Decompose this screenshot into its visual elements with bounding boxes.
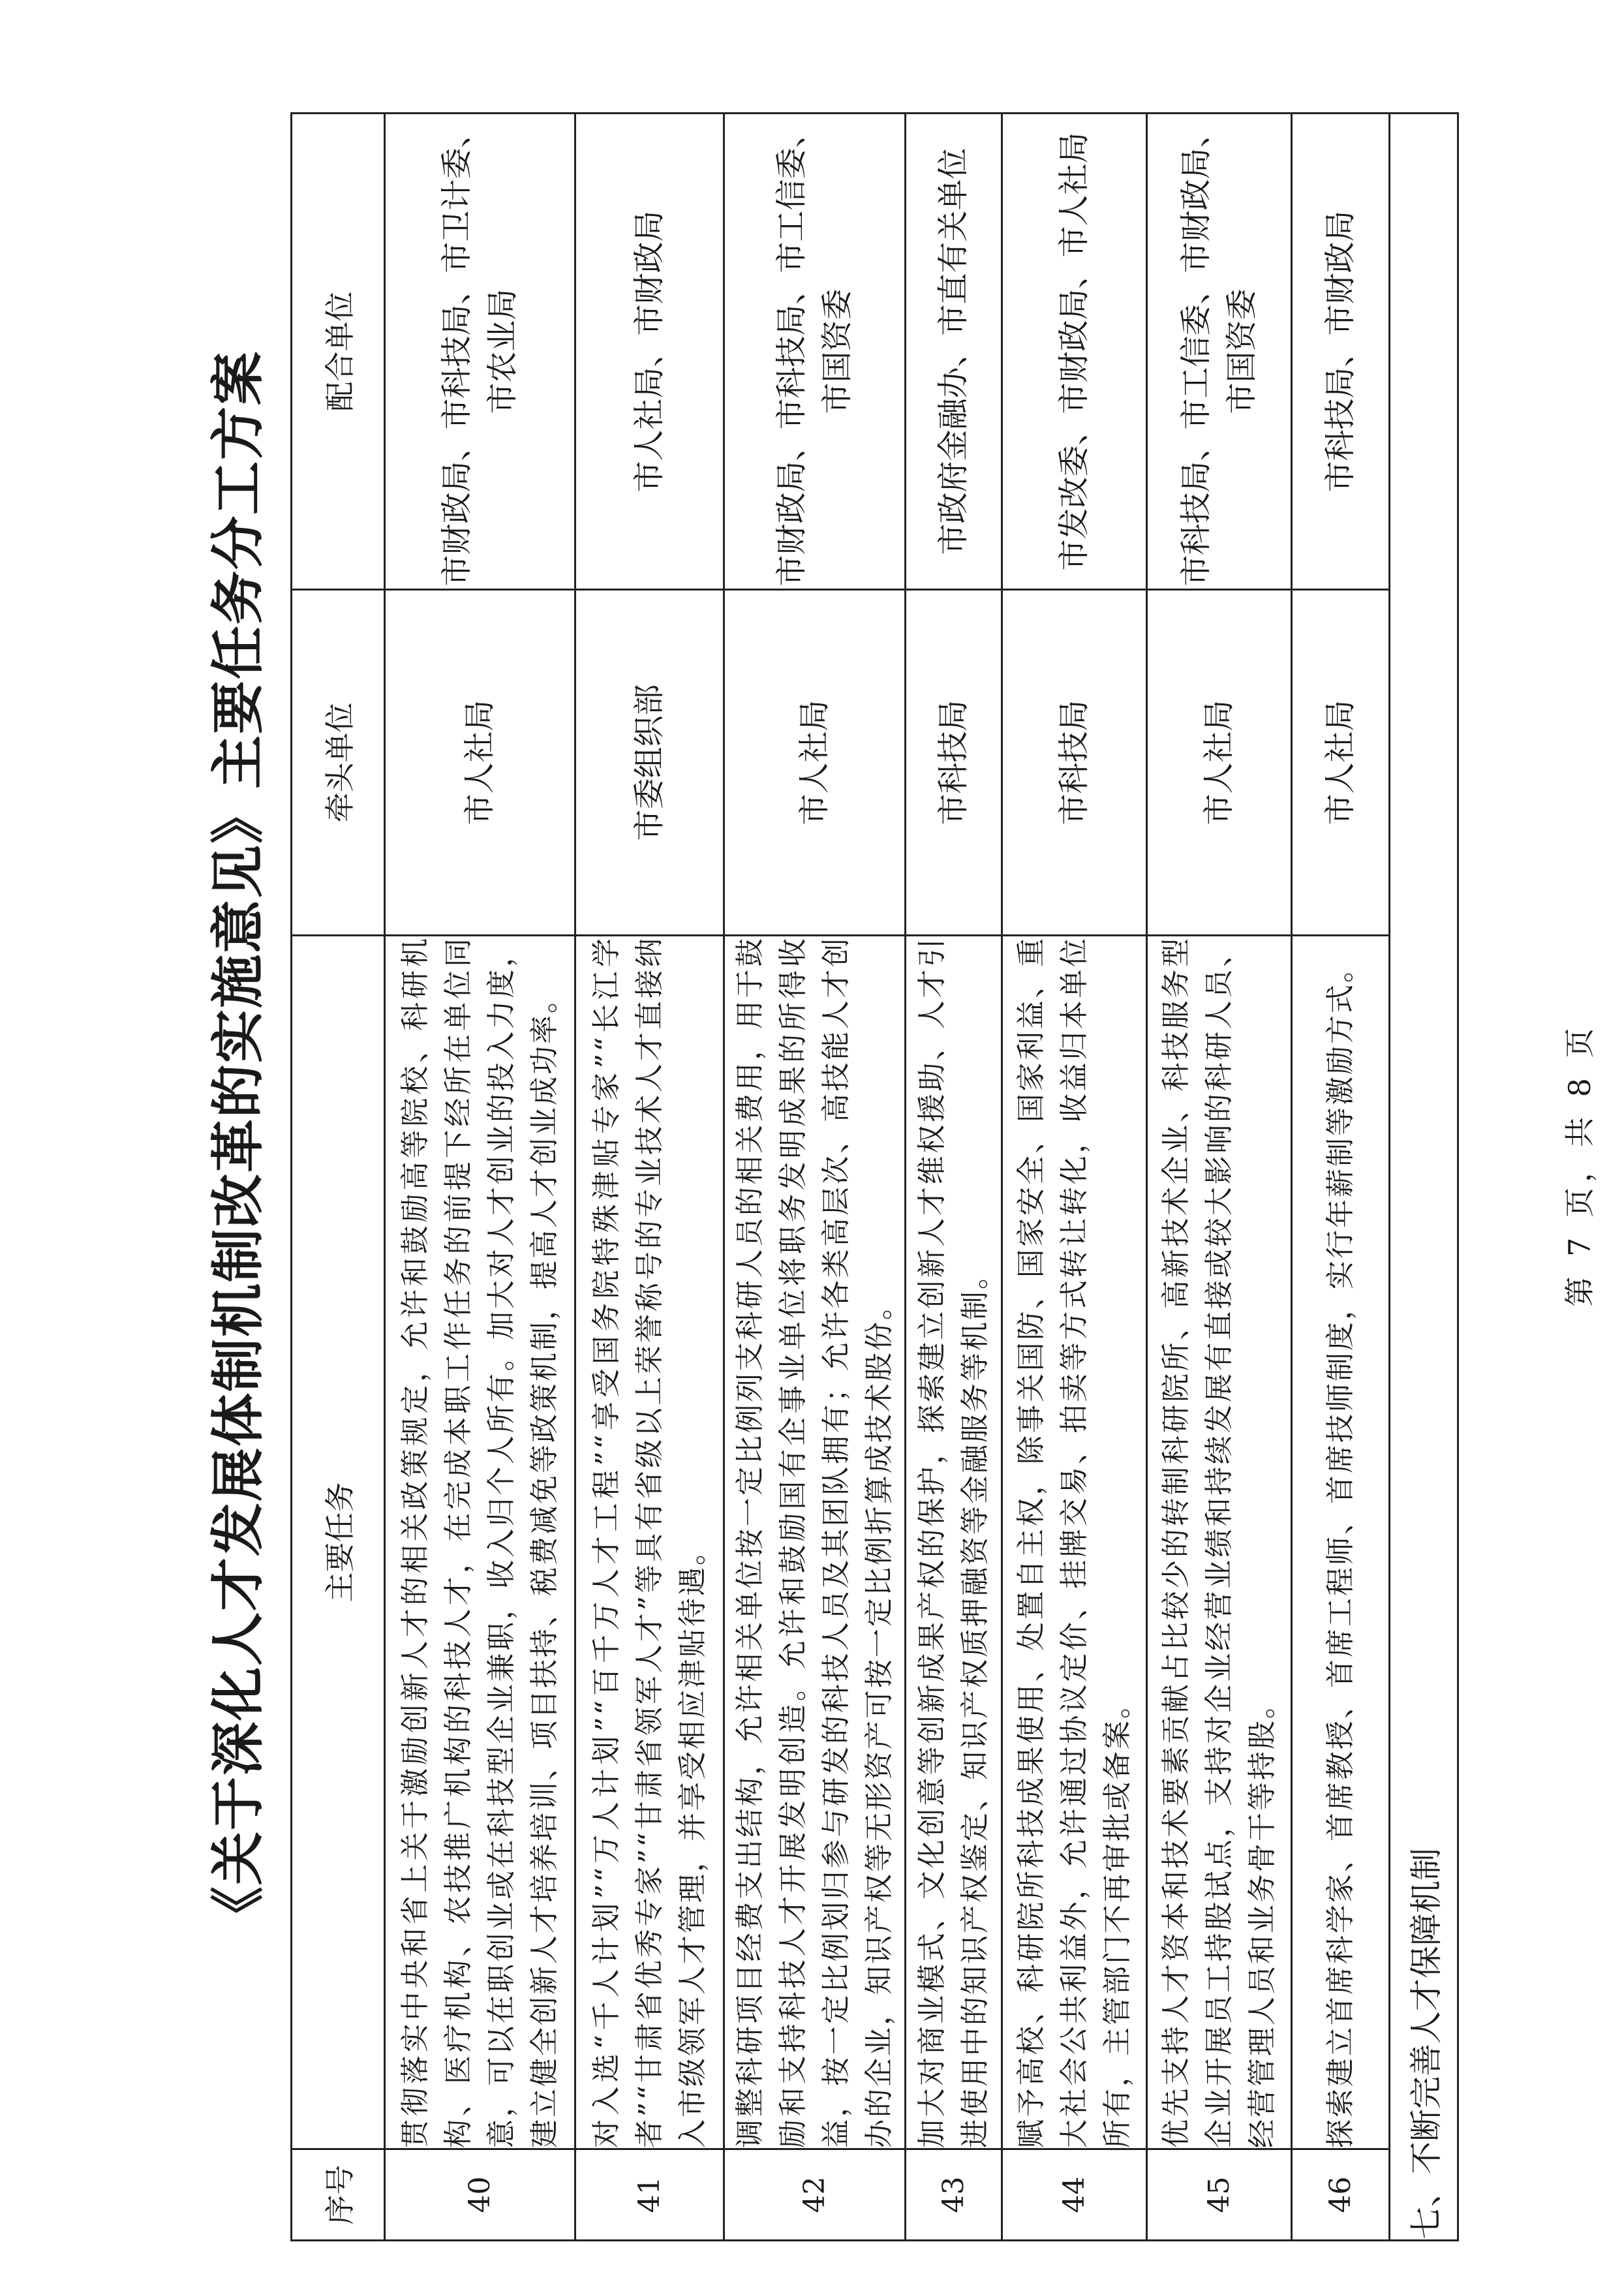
table-row — [1292, 114, 1390, 2241]
row-no: 40 — [385, 2149, 575, 2241]
row-coop: 市政府金融办、市直有关单位 — [906, 114, 1002, 590]
page-footer: 第 7 页，共 8 页 — [1562, 1022, 1597, 1307]
table-row — [906, 114, 1002, 2241]
row-lead: 市人社局 — [724, 590, 906, 936]
row-task: 赋予高校、科研院所科技成果使用、处置自主权，除事关国防、国家安全、国家利益、重大社会公共利益外，允许通过协议定价、挂牌交易、拍卖等方式转让转化，收益归本单位所有，主管部门不再审批或备案。 — [1002, 936, 1147, 2149]
header-task: 主要任务 — [292, 936, 385, 2149]
row-coop: 市财政局、市科技局、市卫计委、市农业局 — [385, 114, 575, 590]
row-task: 贯彻落实中央和省上关于激励创新人才的相关政策规定，允许和鼓励高等院校、科研机构、医疗机构、农技推广机构的科技人才，在完成本职工作任务的前提下经所在单位同意，可以在职创业或在科技型企业兼职，收入归个人所有。加大对人才创业的投入力度，建立健全创新人才培养培训、项目扶持、税费减免等政策机制，提高人才创业成功率。 — [385, 936, 575, 2149]
row-coop: 市发改委、市财政局、市人社局 — [1002, 114, 1147, 590]
row-task: 优先支持人才资本和技术要素贡献占比较少的转制科研院所、高新技术企业、科技服务型企业开展员工持股试点，支持对企业经营业绩和持续发展有直接或较大影响的科研人员、经营管理人员和业务骨干等持股。 — [1147, 936, 1292, 2149]
row-no: 43 — [906, 2149, 1002, 2241]
task-table — [290, 112, 1459, 2241]
table-row — [1147, 114, 1292, 2241]
row-task: 探索建立首席科学家、首席教授、首席工程师、首席技师制度，实行年薪制等激励方式。 — [1292, 936, 1390, 2149]
row-lead: 市科技局 — [906, 590, 1002, 936]
section-heading: 七、不断完善人才保障机制 — [1390, 114, 1458, 2241]
row-coop: 市科技局、市工信委、市财政局、市国资委 — [1147, 114, 1292, 590]
table-row — [724, 114, 906, 2241]
row-lead: 市科技局 — [1002, 590, 1147, 936]
row-lead: 市委组织部 — [575, 590, 724, 936]
row-no: 45 — [1147, 2149, 1292, 2241]
page-title: 《关于深化人才发展体制机制改革的实施意见》主要任务分工方案 — [207, 350, 269, 1941]
row-task: 对入选“千人计划”“万人计划”“百千万人才工程”“享受国务院特殊津贴专家”“长江学者”“甘肃省优秀专家”“甘肃省领军人才”等具有省级以上荣誉称号的专业技术人才直接纳入市级领军人才管理，并享受相应津贴待遇。 — [575, 936, 724, 2149]
row-no: 42 — [724, 2149, 906, 2241]
row-coop: 市人社局、市财政局 — [575, 114, 724, 590]
row-lead: 市人社局 — [1147, 590, 1292, 936]
table-header-row — [292, 114, 385, 2241]
row-no: 44 — [1002, 2149, 1147, 2241]
row-coop: 市财政局、市科技局、市工信委、市国资委 — [724, 114, 906, 590]
table-row — [575, 114, 724, 2241]
header-coop: 配合单位 — [292, 114, 385, 590]
row-lead: 市人社局 — [385, 590, 575, 936]
table-row — [385, 114, 575, 2241]
section-row — [1390, 114, 1458, 2241]
row-lead: 市人社局 — [1292, 590, 1390, 936]
header-no: 序号 — [292, 2149, 385, 2241]
row-no: 46 — [1292, 2149, 1390, 2241]
table-row — [1002, 114, 1147, 2241]
header-lead: 牵头单位 — [292, 590, 385, 936]
row-no: 41 — [575, 2149, 724, 2241]
row-task: 加大对商业模式、文化创意等创新成果产权的保护，探索建立创新人才维权援助、人才引进使用中的知识产权鉴定、知识产权质押融资等金融服务等机制。 — [906, 936, 1002, 2149]
row-coop: 市科技局、市财政局 — [1292, 114, 1390, 590]
row-task: 调整科研项目经费支出结构，允许相关单位按一定比例列支科研人员的相关费用，用于鼓励和支持科技人才开展发明创造。允许和鼓励国有企事业单位将职务发明成果的所得收益，按一定比例划归参与研发的科技人员及其团队拥有；允许各类高层次、高技能人才创办的企业，知识产权等无形资产可按一定比例折算成技术股份。 — [724, 936, 906, 2149]
